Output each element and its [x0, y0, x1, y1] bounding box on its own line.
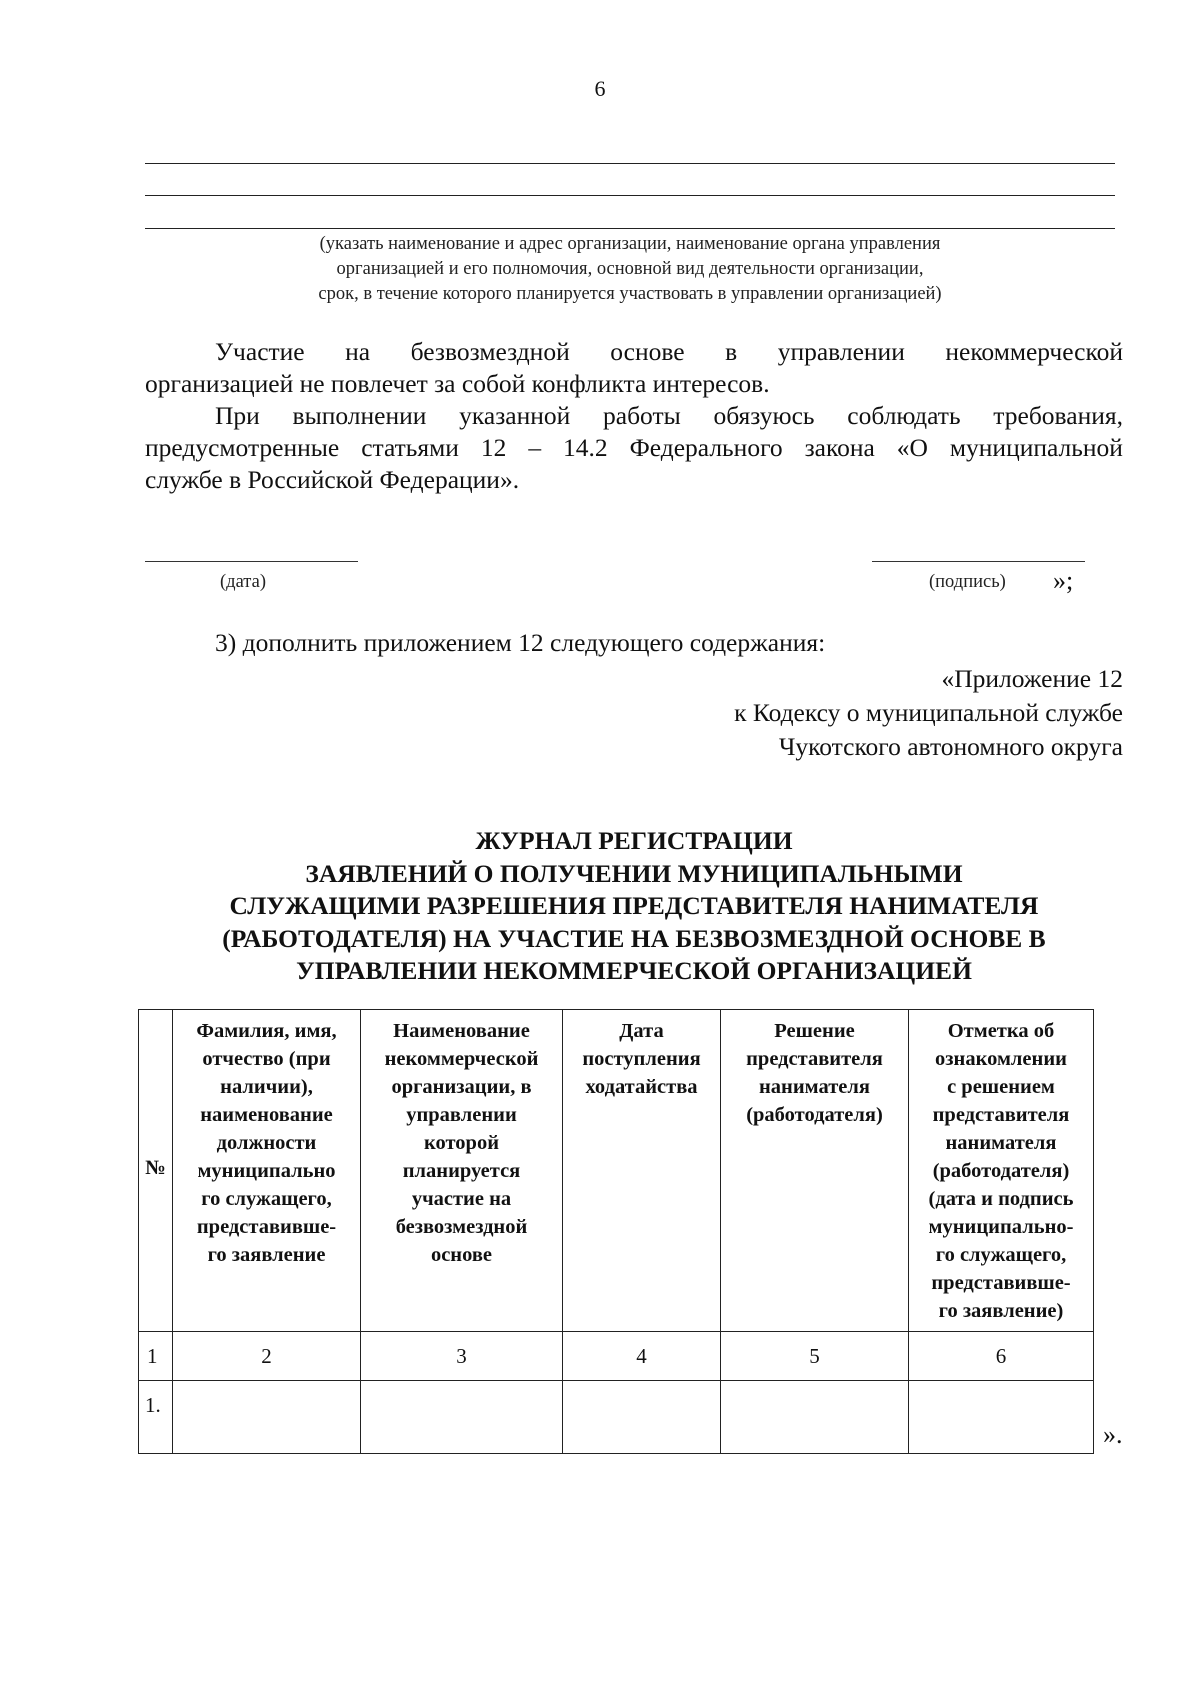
- header-line: управлении: [406, 1104, 517, 1126]
- paragraph-line: [145, 400, 1123, 432]
- header-line: наименование: [200, 1104, 333, 1126]
- index-cell: 5: [721, 1332, 909, 1381]
- paragraph-line: службе в Российской Федерации».: [145, 465, 520, 494]
- word: работы: [603, 401, 681, 430]
- header-cell-receipt-date: [563, 1010, 721, 1332]
- appendix-line: Чукотского автономного округа: [778, 732, 1123, 761]
- table-closing-quote: ».: [1103, 1420, 1123, 1449]
- word: 14.2: [563, 433, 608, 462]
- paragraph-line: [145, 336, 1123, 368]
- word: обязуюсь: [713, 401, 815, 430]
- fill-line-3: [145, 228, 1115, 229]
- index-cell: 4: [563, 1332, 721, 1381]
- word: предусмотренные: [145, 433, 340, 462]
- index-cell: 1: [139, 1332, 173, 1381]
- index-cell: 6: [909, 1332, 1094, 1381]
- signature-line: [872, 561, 1085, 562]
- word: «О: [896, 433, 928, 462]
- header-line: участие на: [411, 1188, 512, 1210]
- index-cell: 2: [173, 1332, 361, 1381]
- index-cell: 3: [361, 1332, 563, 1381]
- header-line: го заявление): [938, 1300, 1064, 1322]
- word: Участие: [215, 337, 305, 366]
- page-number: 6: [594, 76, 606, 101]
- table-row: [139, 1381, 1094, 1454]
- table-cell: [173, 1381, 361, 1454]
- title-line: СЛУЖАЩИМИ РАЗРЕШЕНИЯ ПРЕДСТАВИТЕЛЯ НАНИМАТЕЛЯ: [229, 891, 1039, 920]
- header-line: ознакомлении: [935, 1048, 1067, 1070]
- column-index-row: [139, 1332, 1094, 1381]
- header-line: муниципально-: [928, 1216, 1074, 1238]
- header-cell-decision: [721, 1010, 909, 1332]
- date-label: (дата): [220, 572, 266, 592]
- header-cell-organization: [361, 1010, 563, 1332]
- word: указанной: [459, 401, 571, 430]
- caption-line: (указать наименование и адрес организации, наименование органа управления: [319, 234, 941, 254]
- word: 12: [480, 433, 507, 462]
- header-cell-employee: [173, 1010, 361, 1332]
- header-line: Наименование: [393, 1020, 530, 1042]
- title-line: ЖУРНАЛ РЕГИСТРАЦИИ: [475, 826, 793, 855]
- header-line: муниципально: [197, 1160, 336, 1182]
- paragraph-line: [145, 432, 1123, 464]
- header-line: (работодателя): [746, 1104, 883, 1126]
- header-line: Решение: [774, 1020, 855, 1042]
- header-line: отчество (при: [202, 1048, 331, 1070]
- header-line: го заявление: [207, 1244, 326, 1266]
- caption-line: срок, в течение которого планируется участвовать в управлении организацией): [318, 284, 942, 304]
- header-line: с решением: [947, 1076, 1055, 1098]
- header-line: поступления: [582, 1048, 701, 1070]
- header-cell-acknowledgement: [909, 1010, 1094, 1332]
- header-line: представивше-: [931, 1272, 1071, 1294]
- header-line: наличии),: [220, 1076, 313, 1098]
- header-line: го служащего,: [201, 1188, 332, 1210]
- appendix-line: «Приложение 12: [941, 664, 1123, 693]
- header-line: Отметка об: [947, 1020, 1055, 1042]
- header-line: которой: [423, 1132, 500, 1154]
- word: статьями: [361, 433, 459, 462]
- table-cell: [909, 1381, 1094, 1454]
- header-line: планируется: [402, 1160, 521, 1182]
- header-line: ходатайства: [585, 1076, 698, 1098]
- header-line: безвозмездной: [395, 1216, 528, 1238]
- title-line: ЗАЯВЛЕНИЙ О ПОЛУЧЕНИИ МУНИЦИПАЛЬНЫМИ: [305, 858, 963, 888]
- header-line: некоммерческой: [384, 1048, 539, 1070]
- registration-journal-table: [138, 1009, 1094, 1454]
- header-line: (дата и подпись: [928, 1188, 1074, 1210]
- fill-line-1: [145, 163, 1115, 164]
- appendix-header: [734, 662, 1123, 764]
- paragraph-line: организацией не повлечет за собой конфликта интересов.: [145, 369, 770, 398]
- word: требования,: [993, 401, 1123, 430]
- word: При: [215, 401, 260, 430]
- header-line: представителя: [746, 1048, 883, 1070]
- header-line: Фамилия, имя,: [196, 1020, 337, 1042]
- signature-label: (подпись): [929, 572, 1006, 592]
- header-line: Дата: [619, 1020, 664, 1042]
- amendment-text: 3) дополнить приложением 12 следующего содержания:: [215, 628, 826, 657]
- title-line: УПРАВЛЕНИИ НЕКОММЕРЧЕСКОЙ ОРГАНИЗАЦИЕЙ: [296, 956, 972, 985]
- header-cell-number: [139, 1010, 173, 1332]
- fill-instructions-caption: [145, 232, 1115, 307]
- conflict-of-interest-paragraph: [145, 336, 1123, 400]
- word: соблюдать: [847, 401, 961, 430]
- word: –: [528, 433, 542, 462]
- word: муниципальной: [949, 433, 1123, 462]
- header-line: го служащего,: [935, 1244, 1067, 1266]
- caption-line: организацией и его полномочия, основной вид деятельности организации,: [336, 259, 924, 279]
- header-line: (работодателя): [932, 1160, 1070, 1182]
- fill-line-2: [145, 195, 1115, 196]
- table-header-row: [139, 1010, 1094, 1332]
- journal-title: [145, 825, 1123, 988]
- header-line: представивше-: [196, 1216, 337, 1238]
- header-line: нанимателя: [759, 1076, 870, 1098]
- word: в: [725, 337, 738, 366]
- word: безвозмездной: [410, 337, 570, 366]
- word: Федерального: [629, 433, 783, 462]
- table-cell: [361, 1381, 563, 1454]
- appendix-line: к Кодексу о муниципальной службе: [734, 698, 1123, 727]
- word: основе: [610, 337, 685, 366]
- word: выполнении: [292, 401, 427, 430]
- header-line: организации, в: [391, 1076, 532, 1098]
- table-cell: 1.: [139, 1381, 173, 1454]
- header-line: представителя: [932, 1104, 1070, 1126]
- title-line: (РАБОТОДАТЕЛЯ) НА УЧАСТИЕ НА БЕЗВОЗМЕЗДНОЙ ОСНОВЕ В: [222, 923, 1046, 953]
- obligation-paragraph: [145, 400, 1123, 496]
- header-line: основе: [430, 1244, 493, 1266]
- word: некоммерческой: [945, 337, 1123, 366]
- word: закона: [804, 433, 875, 462]
- header-line: №: [145, 1156, 166, 1179]
- table-cell: [721, 1381, 909, 1454]
- word: на: [345, 337, 371, 366]
- word: управлении: [777, 337, 905, 366]
- date-line: [145, 561, 358, 562]
- header-line: нанимателя: [945, 1132, 1057, 1154]
- table-cell: [563, 1381, 721, 1454]
- header-line: должности: [216, 1132, 317, 1154]
- closing-quote: »;: [1053, 566, 1074, 595]
